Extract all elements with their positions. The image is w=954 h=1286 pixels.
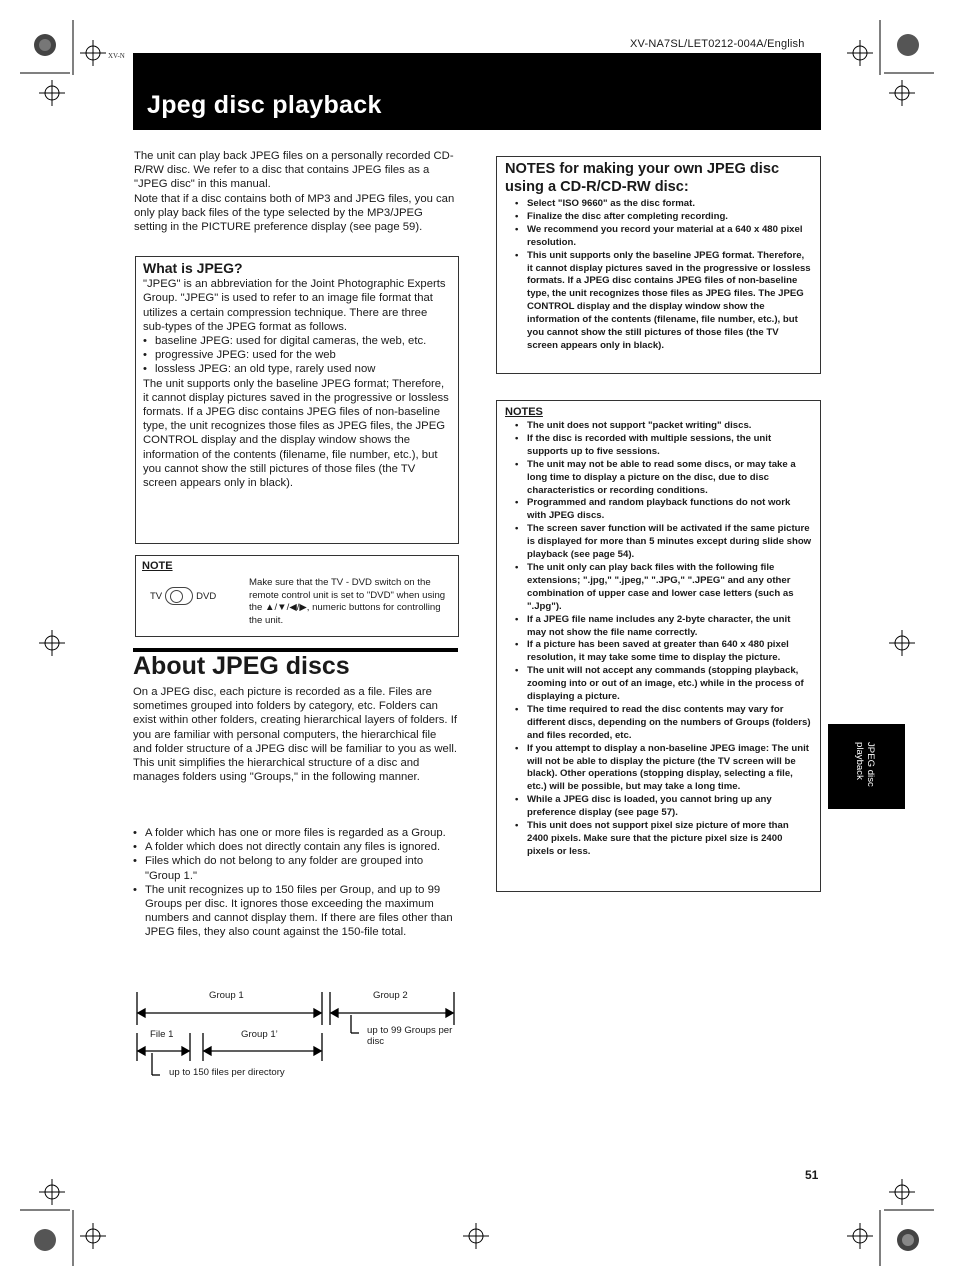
switch-tv-label: TV	[150, 590, 163, 602]
list-item: • The unit only can play back files with the following file extensions; ".jpg," ".jpeg," ".JPG," ".JPEG" and any other combination of upper case and lower case letters (such as ".Jpg").	[505, 562, 812, 614]
list-item: • The unit does not support "packet writing" discs.	[505, 420, 812, 433]
notes-box	[496, 400, 821, 892]
list-item: • If the disc is recorded with multiple sessions, the unit supports up to five sessions.	[505, 433, 812, 459]
crosshair-mark	[889, 630, 915, 656]
intro-text: The unit can play back JPEG files on a personally recorded CD-R/RW disc. We refer to a disc that contains JPEG files as a "JPEG disc" in this manual. Note that if a disc contains both of MP3 and JPEG files, you can only play back files of the type selected by the MP3/JPEG setting in the PICTURE preference display (see page 59).	[134, 150, 455, 234]
list-item: • A folder which does not directly contain any files is ignored.	[133, 840, 453, 854]
page-title: Jpeg disc playback	[147, 91, 382, 119]
about-body: On a JPEG disc, each picture is recorded as a file. Files are sometimes grouped into folders by category, etc. Folders can exist within other folders, creating hierarchical layers of folders. If you are familiar with personal computers, the hierarchical file and folder structure of a JPEG disc will be familiar to you as well. This unit simplifies the hierarchical structure of a disc and manages folders using "Groups," in the following manner.	[133, 686, 457, 784]
title-banner	[133, 53, 821, 130]
list-item: • If a JPEG file name includes any 2-byte character, the unit may not show the file name correctly.	[505, 614, 812, 640]
what-is-jpeg-heading: What is JPEG?	[143, 260, 243, 276]
list-item: • We recommend you record your material at a 640 x 480 pixel resolution.	[505, 224, 812, 250]
crosshair-mark	[39, 1179, 65, 1205]
side-tab-label: JPEG disc playback	[854, 742, 876, 787]
crosshair-mark	[80, 1223, 106, 1249]
switch-pill-icon	[165, 587, 193, 605]
what-is-jpeg-box	[135, 256, 459, 544]
notes-label: NOTES	[505, 406, 543, 418]
print-header: XV-N	[108, 52, 125, 60]
notes-making-list	[505, 198, 812, 353]
crosshair-mark	[39, 630, 65, 656]
list-item: • Select "ISO 9660" as the disc format.	[505, 198, 812, 211]
tv-dvd-switch-icon	[150, 587, 216, 605]
crosshair-mark	[463, 1223, 489, 1249]
note-text: Make sure that the TV - DVD switch on the remote control unit is set to "DVD" when using the ▲/▼/◀/▶, numeric buttons for controlling the unit.	[249, 577, 446, 626]
list-item: • The screen saver function will be activated if the same picture is displayed for more than 5 minutes except during slide show playback (see page 54).	[505, 523, 812, 562]
list-item: • This unit supports only the baseline JPEG format. Therefore, it cannot display pictures saved in the progressive or lossless formats. If a JPEG disc contains JPEG files of non-baseline type, the unit recognizes those files as JPEG files. The JPEG CONTROL display and the display window show the information of the contents (filename, file number, etc.), but you cannot show the still pictures of those files (the TV screen appears only in black).	[505, 250, 812, 353]
group2-label: Group 2	[373, 990, 408, 1001]
list-item: • If you attempt to display a non-baseline JPEG image: The unit will not be able to display the picture (the TV screen will be black). Other operations (stopping display, selecting a file, etc.) will be possible, but may take a long time.	[505, 743, 812, 795]
crosshair-mark	[80, 40, 106, 66]
list-item: • The unit will not accept any commands (stopping playback, zooming into or out of an image, etc.) while in the process of displaying a picture.	[505, 665, 812, 704]
jpeg-types-list	[143, 334, 451, 377]
note-label: NOTE	[142, 560, 173, 572]
crosshair-mark	[889, 1179, 915, 1205]
color-target-mark	[34, 1229, 56, 1251]
list-item: • This unit does not support pixel size picture of more than 2400 pixels. Make sure that the picture pixel size is 2400 pixels or less.	[505, 820, 812, 859]
about-heading: About JPEG discs	[133, 652, 350, 680]
list-item: • Programmed and random playback functions do not work with JPEG discs.	[505, 497, 812, 523]
list-item: • If a picture has been saved at greater than 640 x 480 pixel resolution, it may take some time to display the picture.	[505, 639, 812, 665]
list-item: • The unit may not be able to read some discs, or may take a long time to display a picture on the disc, due to disc characteristics or recording conditions.	[505, 459, 812, 498]
list-item: • progressive JPEG: used for the web	[143, 348, 451, 362]
crosshair-mark	[847, 40, 873, 66]
what-is-jpeg-after: The unit supports only the baseline JPEG format; Therefore, it cannot display pictures saved in the progressive or lossless formats. If a JPEG disc contains JPEG files of non-baseline type, the unit recognizes those files as JPEG files, the JPEG CONTROL display and the display window shows the information of the contents (filename, file number, etc.), but you cannot show the still pictures of those files (the TV screen appears only in black).	[143, 377, 449, 490]
crosshair-mark	[847, 1223, 873, 1249]
group1prime-label: Group 1’	[241, 1029, 278, 1040]
up-to-150-label: up to 150 files per directory	[169, 1067, 285, 1078]
notes-making-heading: NOTES for making your own JPEG disc using a CD-R/CD-RW disc:	[505, 161, 780, 195]
crosshair-mark	[889, 80, 915, 106]
what-is-jpeg-body: "JPEG" is an abbreviation for the Joint Photographic Experts Group. "JPEG" is used to refer to an image file format that utilizes a certain compression technique. There are three sub-types of the JPEG format as follows.	[143, 278, 446, 333]
list-item: • The unit recognizes up to 150 files per Group, and up to 99 Groups per disc. It ignores those exceeding the maximum numbers and cannot display them. If there are files other than JPEG files, they also count against the 150-file total.	[133, 883, 453, 940]
document-code: XV-NA7SL/LET0212-004A/English	[630, 38, 805, 50]
list-item: • Finalize the disc after completing recording.	[505, 211, 812, 224]
switch-dvd-label: DVD	[196, 590, 217, 602]
notes-list	[505, 420, 812, 859]
notes-making-box	[496, 156, 821, 374]
file1-label: File 1	[150, 1029, 174, 1040]
up-to-99-label: up to 99 Groups per disc	[367, 1025, 453, 1047]
list-item: • A folder which has one or more files is regarded as a Group.	[133, 826, 453, 840]
color-target-mark	[897, 34, 919, 56]
side-tab	[828, 724, 905, 809]
list-item: • Files which do not belong to any folder are grouped into "Group 1."	[133, 854, 453, 882]
list-item: • While a JPEG disc is loaded, you cannot bring up any preference display (see page 57).	[505, 794, 812, 820]
about-list	[133, 826, 453, 940]
note-box	[135, 555, 459, 637]
list-item: • baseline JPEG: used for digital cameras, the web, etc.	[143, 334, 451, 348]
list-item: • lossless JPEG: an old type, rarely used now	[143, 362, 451, 376]
crosshair-mark	[39, 80, 65, 106]
list-item: • The time required to read the disc contents may vary for different discs, depending on the numbers of Groups (folders) and files recorded, etc.	[505, 704, 812, 743]
group1-label: Group 1	[209, 990, 244, 1001]
page-number: 51	[805, 1168, 819, 1182]
